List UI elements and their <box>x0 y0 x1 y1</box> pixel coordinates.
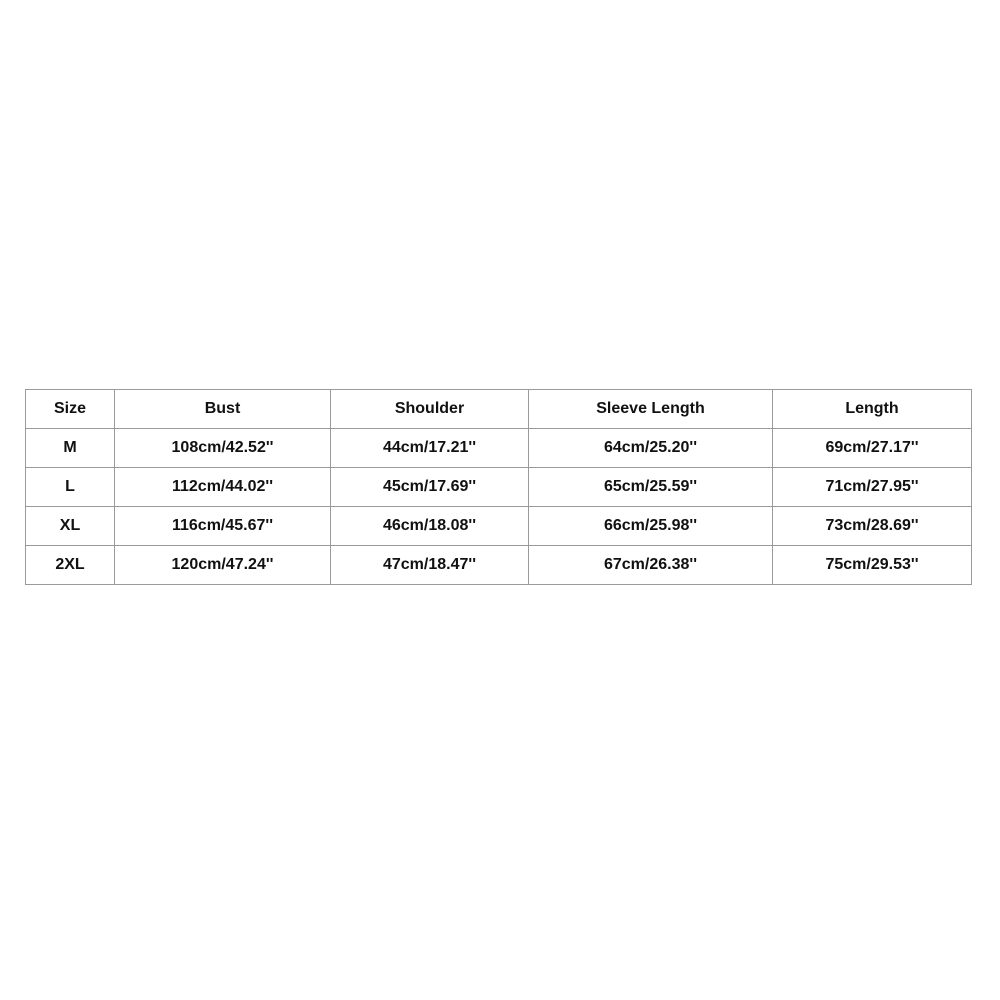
cell-shoulder: 44cm/17.21'' <box>331 429 529 468</box>
header-sleeve-length: Sleeve Length <box>529 390 773 429</box>
cell-shoulder: 45cm/17.69'' <box>331 468 529 507</box>
cell-bust: 112cm/44.02'' <box>115 468 331 507</box>
header-length: Length <box>773 390 972 429</box>
table-row <box>26 468 972 507</box>
header-row <box>26 390 972 429</box>
table-row <box>26 429 972 468</box>
header-bust: Bust <box>115 390 331 429</box>
cell-sleeve-length: 67cm/26.38'' <box>529 546 773 585</box>
cell-bust: 120cm/47.24'' <box>115 546 331 585</box>
cell-size: L <box>26 468 115 507</box>
header-size: Size <box>26 390 115 429</box>
cell-sleeve-length: 66cm/25.98'' <box>529 507 773 546</box>
cell-length: 69cm/27.17'' <box>773 429 972 468</box>
cell-size: M <box>26 429 115 468</box>
cell-size: XL <box>26 507 115 546</box>
cell-size: 2XL <box>26 546 115 585</box>
cell-sleeve-length: 64cm/25.20'' <box>529 429 773 468</box>
cell-length: 73cm/28.69'' <box>773 507 972 546</box>
cell-bust: 108cm/42.52'' <box>115 429 331 468</box>
table-row <box>26 546 972 585</box>
cell-shoulder: 46cm/18.08'' <box>331 507 529 546</box>
header-shoulder: Shoulder <box>331 390 529 429</box>
cell-shoulder: 47cm/18.47'' <box>331 546 529 585</box>
table-row <box>26 507 972 546</box>
cell-bust: 116cm/45.67'' <box>115 507 331 546</box>
size-chart-table <box>25 389 972 585</box>
cell-length: 71cm/27.95'' <box>773 468 972 507</box>
cell-sleeve-length: 65cm/25.59'' <box>529 468 773 507</box>
cell-length: 75cm/29.53'' <box>773 546 972 585</box>
